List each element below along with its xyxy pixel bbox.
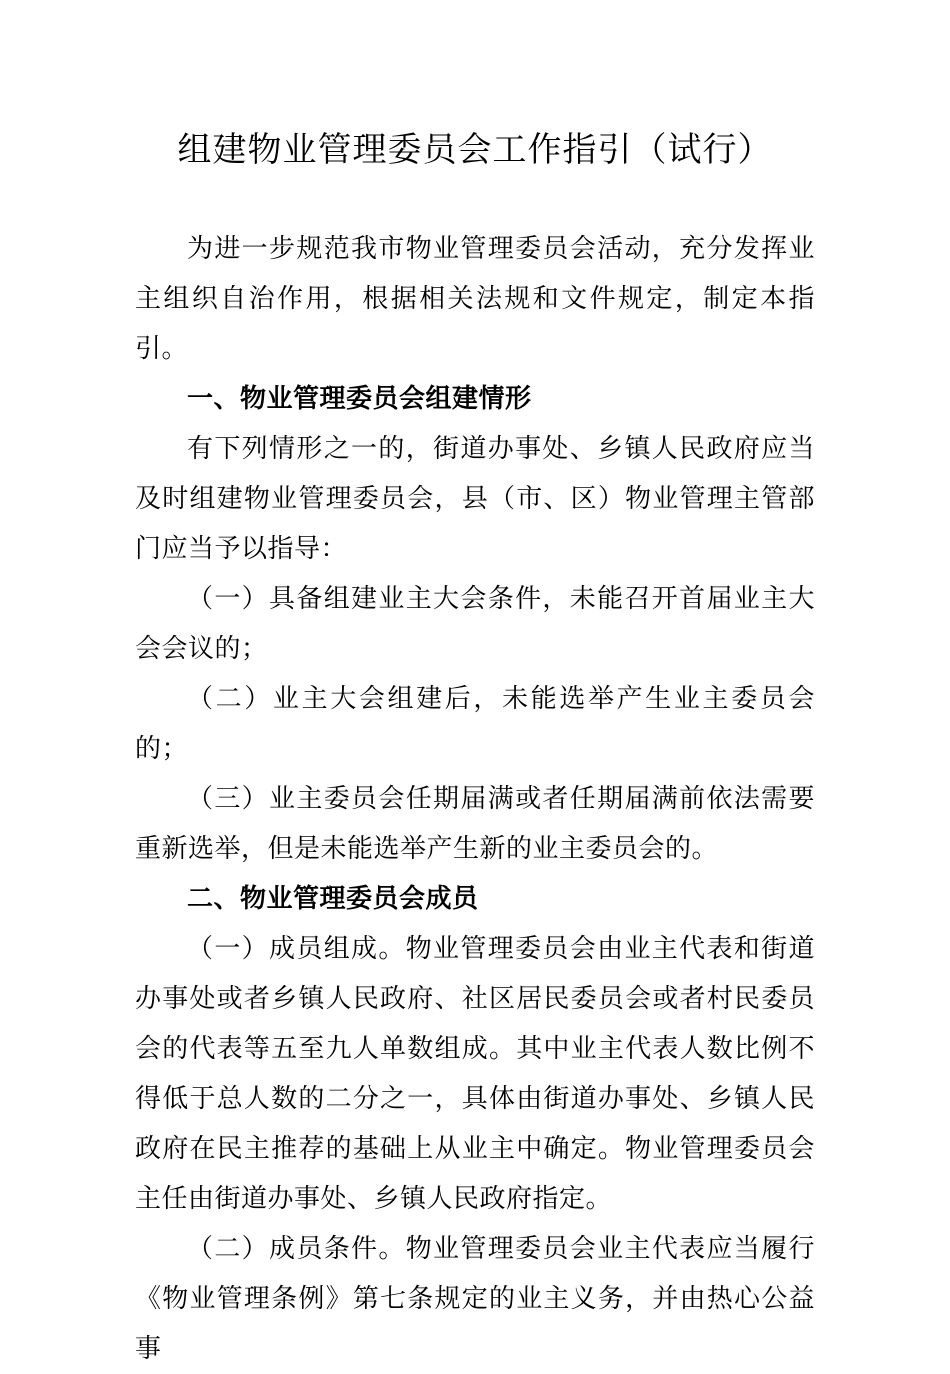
section-1-heading: 一、物业管理委员会组建情形 — [187, 384, 532, 414]
section-1-item-1: （一）具备组建业主大会条件，未能召开首届业主大会会议的； — [135, 584, 815, 664]
section-1-lead: 有下列情形之一的，街道办事处、乡镇人民政府应当及时组建物业管理委员会，县（市、区）物业管理主管部门应当予以指导： — [135, 434, 815, 564]
section-2-item-1: （一）成员组成。物业管理委员会由业主代表和街道办事处或者乡镇人民政府、社区居民委员会或者村民委员会的代表等五至九人单数组成。其中业主代表人数比例不得低于总人数的二分之一，具体由街道办事处、乡镇人民政府在民主推荐的基础上从业主中确定。物业管理委员会主任由街道办事处、乡镇人民政府指定。 — [135, 934, 815, 1214]
section-2-item-2: （二）成员条件。物业管理委员会业主代表应当履行《物业管理条例》第七条规定的业主义务，并由热心公益事 — [135, 1234, 815, 1364]
document-title: 组建物业管理委员会工作指引（试行） — [177, 130, 773, 170]
document-body — [135, 224, 815, 1374]
section-2-heading: 二、物业管理委员会成员 — [187, 884, 479, 914]
section-1-item-2: （二）业主大会组建后，未能选举产生业主委员会的； — [135, 684, 815, 764]
section-1-item-3: （三）业主委员会任期届满或者任期届满前依法需要重新选举，但是未能选举产生新的业主委员会的。 — [135, 784, 815, 864]
intro-paragraph: 为进一步规范我市物业管理委员会活动，充分发挥业主组织自治作用，根据相关法规和文件规定，制定本指引。 — [135, 234, 815, 364]
